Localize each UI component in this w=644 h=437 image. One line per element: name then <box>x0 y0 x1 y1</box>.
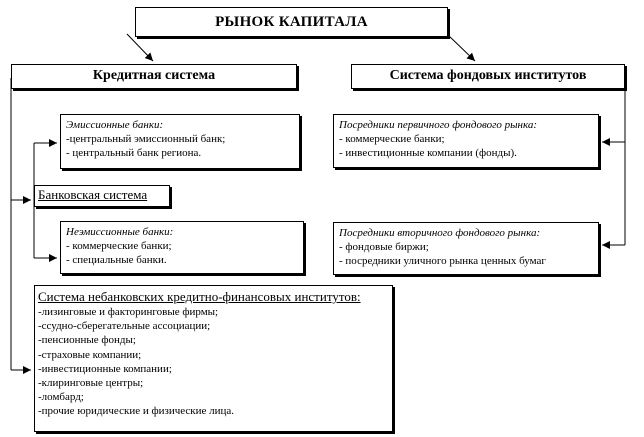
banking-system-label: Банковская система <box>38 187 148 202</box>
list-item: - посредники уличного рынка ценных бумаг <box>339 255 546 267</box>
list-item: - инвестиционные компании (фонды). <box>339 147 517 159</box>
list-item: -ломбард; <box>38 391 84 404</box>
arrow-title-to-stock <box>447 34 475 61</box>
primary-market-caption: Посредники первичного фондового рынка: <box>339 119 538 131</box>
list-item: - центральный банк региона. <box>66 147 202 159</box>
primary-market-box <box>333 114 599 168</box>
primary-market-list <box>339 132 598 160</box>
credit-system-label: Кредитная система <box>92 68 216 83</box>
list-item: - специальные банки. <box>66 254 167 266</box>
arrow-title-to-credit <box>127 34 153 61</box>
non-bank-institutions-list <box>38 305 392 419</box>
non-bank-institutions-box <box>34 285 393 432</box>
list-item: - коммерческие банки; <box>339 133 445 145</box>
stock-institutions-label: Система фондовых институтов <box>389 68 587 83</box>
secondary-market-box <box>333 222 599 275</box>
emission-banks-box <box>60 114 300 169</box>
list-item: -лизинговые и факторинговые фирмы; <box>38 306 219 318</box>
banking-system-box <box>34 185 170 207</box>
list-item: -ссудно-сберегательные ассоциации; <box>38 320 211 333</box>
secondary-market-list <box>339 240 598 268</box>
secondary-market-caption: Посредники вторичного фондового рынка: <box>339 227 541 239</box>
stock-institutions-box <box>351 64 625 89</box>
list-item: - коммерческие банки; <box>66 240 172 252</box>
title-box <box>135 7 448 37</box>
emission-banks-list <box>66 132 299 160</box>
list-item: -прочие юридические и физические лица. <box>38 405 235 418</box>
emission-banks-caption: Эмиссионные банки: <box>66 119 164 131</box>
non-emission-banks-caption: Неэмиссионные банки: <box>66 226 174 238</box>
list-item: - фондовые биржи; <box>339 241 429 253</box>
list-item: -клиринговые центры; <box>38 377 144 390</box>
list-item: -пенсионные фонды; <box>38 334 136 347</box>
list-item: -центральный эмиссионный банк; <box>66 133 226 145</box>
credit-system-box <box>11 64 297 89</box>
diagram-title: РЫНОК КАПИТАЛА <box>215 14 368 30</box>
non-emission-banks-box <box>60 221 304 274</box>
list-item: -инвестиционные компании; <box>38 362 172 375</box>
non-emission-banks-list <box>66 239 303 267</box>
list-item: -страховые компании; <box>38 348 142 361</box>
non-bank-institutions-caption: Система небанковских кредитно-финансовых институтов: <box>38 289 361 304</box>
